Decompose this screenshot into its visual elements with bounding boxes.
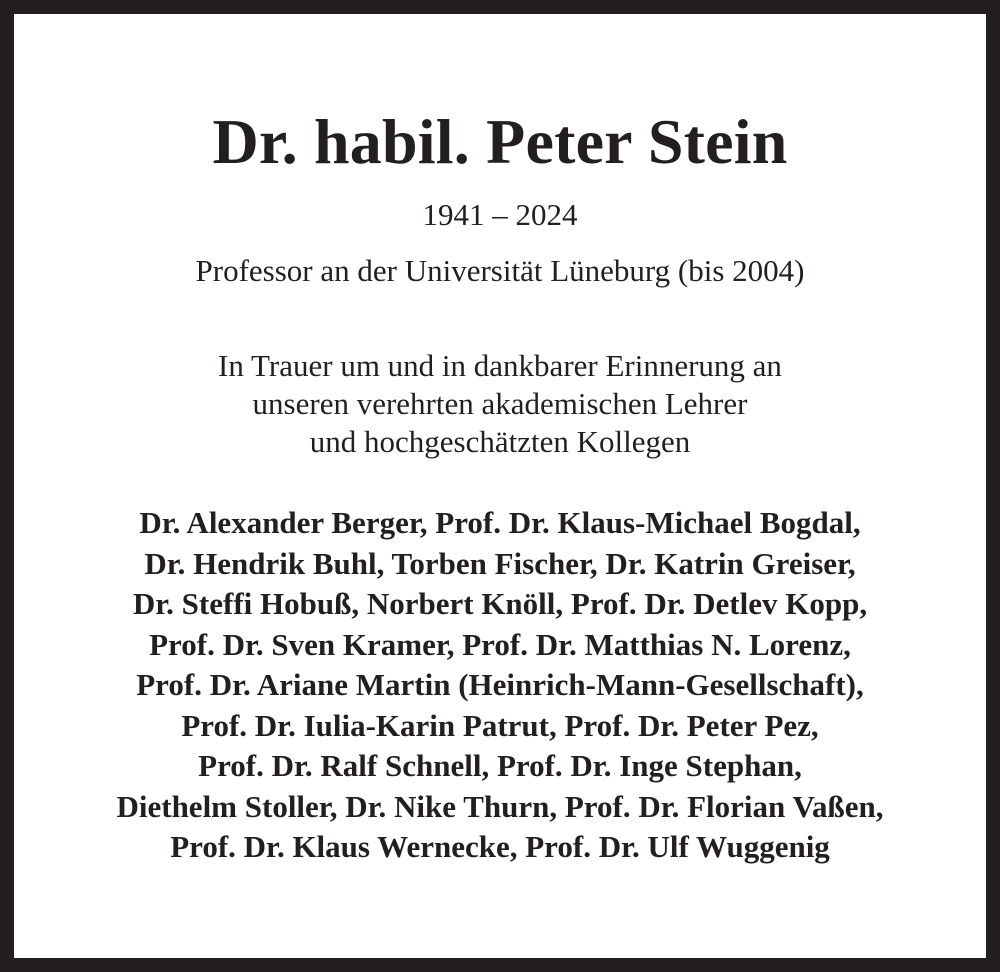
signers-line: Prof. Dr. Klaus Wernecke, Prof. Dr. Ulf Wuggenig: [170, 829, 830, 864]
signers-line: Prof. Dr. Iulia-Karin Patrut, Prof. Dr. Peter Pez,: [181, 707, 819, 743]
signers-list: [14, 503, 986, 868]
dedication-line: und hochgeschätzten Kollegen: [309, 424, 691, 459]
signers-line: Dr. Hendrik Buhl, Torben Fischer, Dr. Katrin Greiser,: [144, 545, 856, 581]
professional-position: Professor an der Universität Lüneburg (bis 2004): [195, 253, 805, 288]
signers-line: Dr. Steffi Hobuß, Norbert Knöll, Prof. Dr. Detlev Kopp,: [132, 586, 868, 621]
signers-line: Prof. Dr. Sven Kramer, Prof. Dr. Matthias N. Lorenz,: [149, 626, 851, 662]
dedication-text: [14, 347, 986, 461]
signers-line: Prof. Dr. Ariane Martin (Heinrich-Mann-Gesellschaft),: [136, 667, 864, 702]
dedication-line: unseren verehrten akademischen Lehrer: [252, 386, 748, 421]
signers-line: Diethelm Stoller, Dr. Nike Thurn, Prof. Dr. Florian Vaßen,: [116, 788, 884, 824]
life-years: 1941 – 2024: [422, 197, 578, 232]
signers-line: Dr. Alexander Berger, Prof. Dr. Klaus-Michael Bogdal,: [139, 505, 861, 540]
signers-line: Prof. Dr. Ralf Schnell, Prof. Dr. Inge Stephan,: [198, 748, 802, 783]
deceased-name: Dr. habil. Peter Stein: [212, 106, 788, 177]
dedication-line: In Trauer um und in dankbarer Erinnerung an: [218, 348, 782, 383]
